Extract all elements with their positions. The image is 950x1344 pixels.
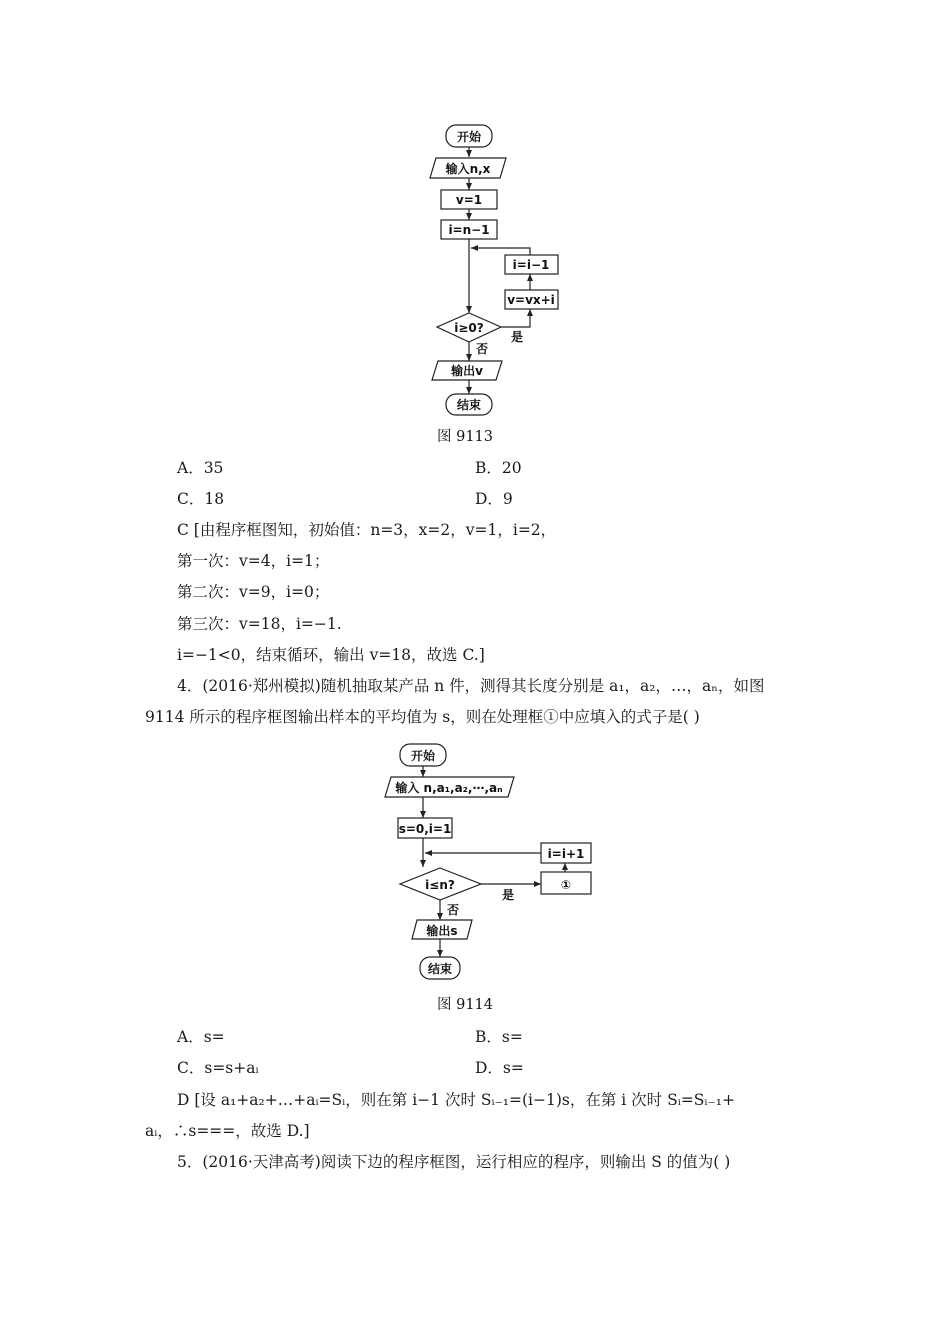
option-a: A．35 (177, 459, 224, 477)
box1-label: ① (560, 878, 572, 892)
i-init-label: i=n−1 (448, 223, 490, 237)
option-d: D．9 (475, 490, 513, 508)
update-i-label: i=i−1 (512, 258, 550, 272)
yes-label-2: 是 (501, 888, 515, 902)
answer-4-line2: aᵢ，∴s===，故选 D.] (145, 1122, 310, 1140)
answer-line: 第二次：v=9，i=0； (177, 583, 330, 601)
no-label-2: 否 (446, 903, 460, 917)
input-label-2: 输入 n,a₁,a₂,⋯,aₙ (395, 781, 503, 795)
option-b: B．20 (475, 459, 522, 477)
input-label: 输入n,x (445, 162, 491, 176)
v-init-label: v=1 (455, 193, 483, 207)
answer-4-line1: D [设 a₁+a₂+…+aᵢ=Sᵢ，则在第 i−1 次时 Sᵢ₋₁=(i−1)s，在第 i 次时 Sᵢ=Sᵢ₋₁+ (177, 1091, 735, 1109)
update-i-label-2: i=i+1 (547, 847, 585, 861)
no-label: 否 (475, 342, 489, 356)
start-label: 开始 (456, 130, 482, 144)
end-label: 结束 (456, 398, 482, 412)
option-b-2: B．s= (475, 1028, 523, 1046)
option-d-2: D．s= (475, 1059, 524, 1077)
option-a-2: A．s= (177, 1028, 225, 1046)
init-label-2: s=0,i=1 (398, 822, 452, 836)
figure-caption-9114: 图 9114 (436, 997, 494, 1013)
option-c-2: C．s=s+aᵢ (177, 1059, 259, 1077)
decision-label-2: i≤n? (425, 878, 455, 892)
answer-line: C [由程序框图知，初始值：n=3，x=2，v=1，i=2， (177, 521, 557, 539)
question-4-stem: 4．(2016·郑州模拟)随机抽取某产品 n 件，测得其长度分别是 a₁，a₂，…，aₙ，如图 (177, 677, 765, 695)
question-5-stem: 5．(2016·天津高考)阅读下边的程序框图，运行相应的程序，则输出 S 的值为( ) (177, 1153, 731, 1171)
start-label-2: 开始 (410, 749, 436, 763)
question-4-stem-cont: 9114 所示的程序框图输出样本的平均值为 s，则在处理框①中应填入的式子是( ) (145, 708, 700, 726)
output-label: 输出v (451, 364, 483, 378)
figure-caption-9113: 图 9113 (436, 429, 494, 445)
option-c: C．18 (177, 490, 225, 508)
update-v-label: v=vx+i (507, 293, 555, 307)
answer-line: 第三次：v=18，i=−1. (177, 615, 342, 633)
decision-label: i≥0? (454, 321, 484, 335)
yes-label: 是 (510, 330, 524, 344)
answer-line: 第一次：v=4，i=1； (177, 552, 330, 570)
output-label-2: 输出s (426, 924, 458, 938)
end-label-2: 结束 (427, 962, 453, 976)
answer-line: i=−1<0，结束循环，输出 v=18，故选 C.] (177, 646, 485, 664)
